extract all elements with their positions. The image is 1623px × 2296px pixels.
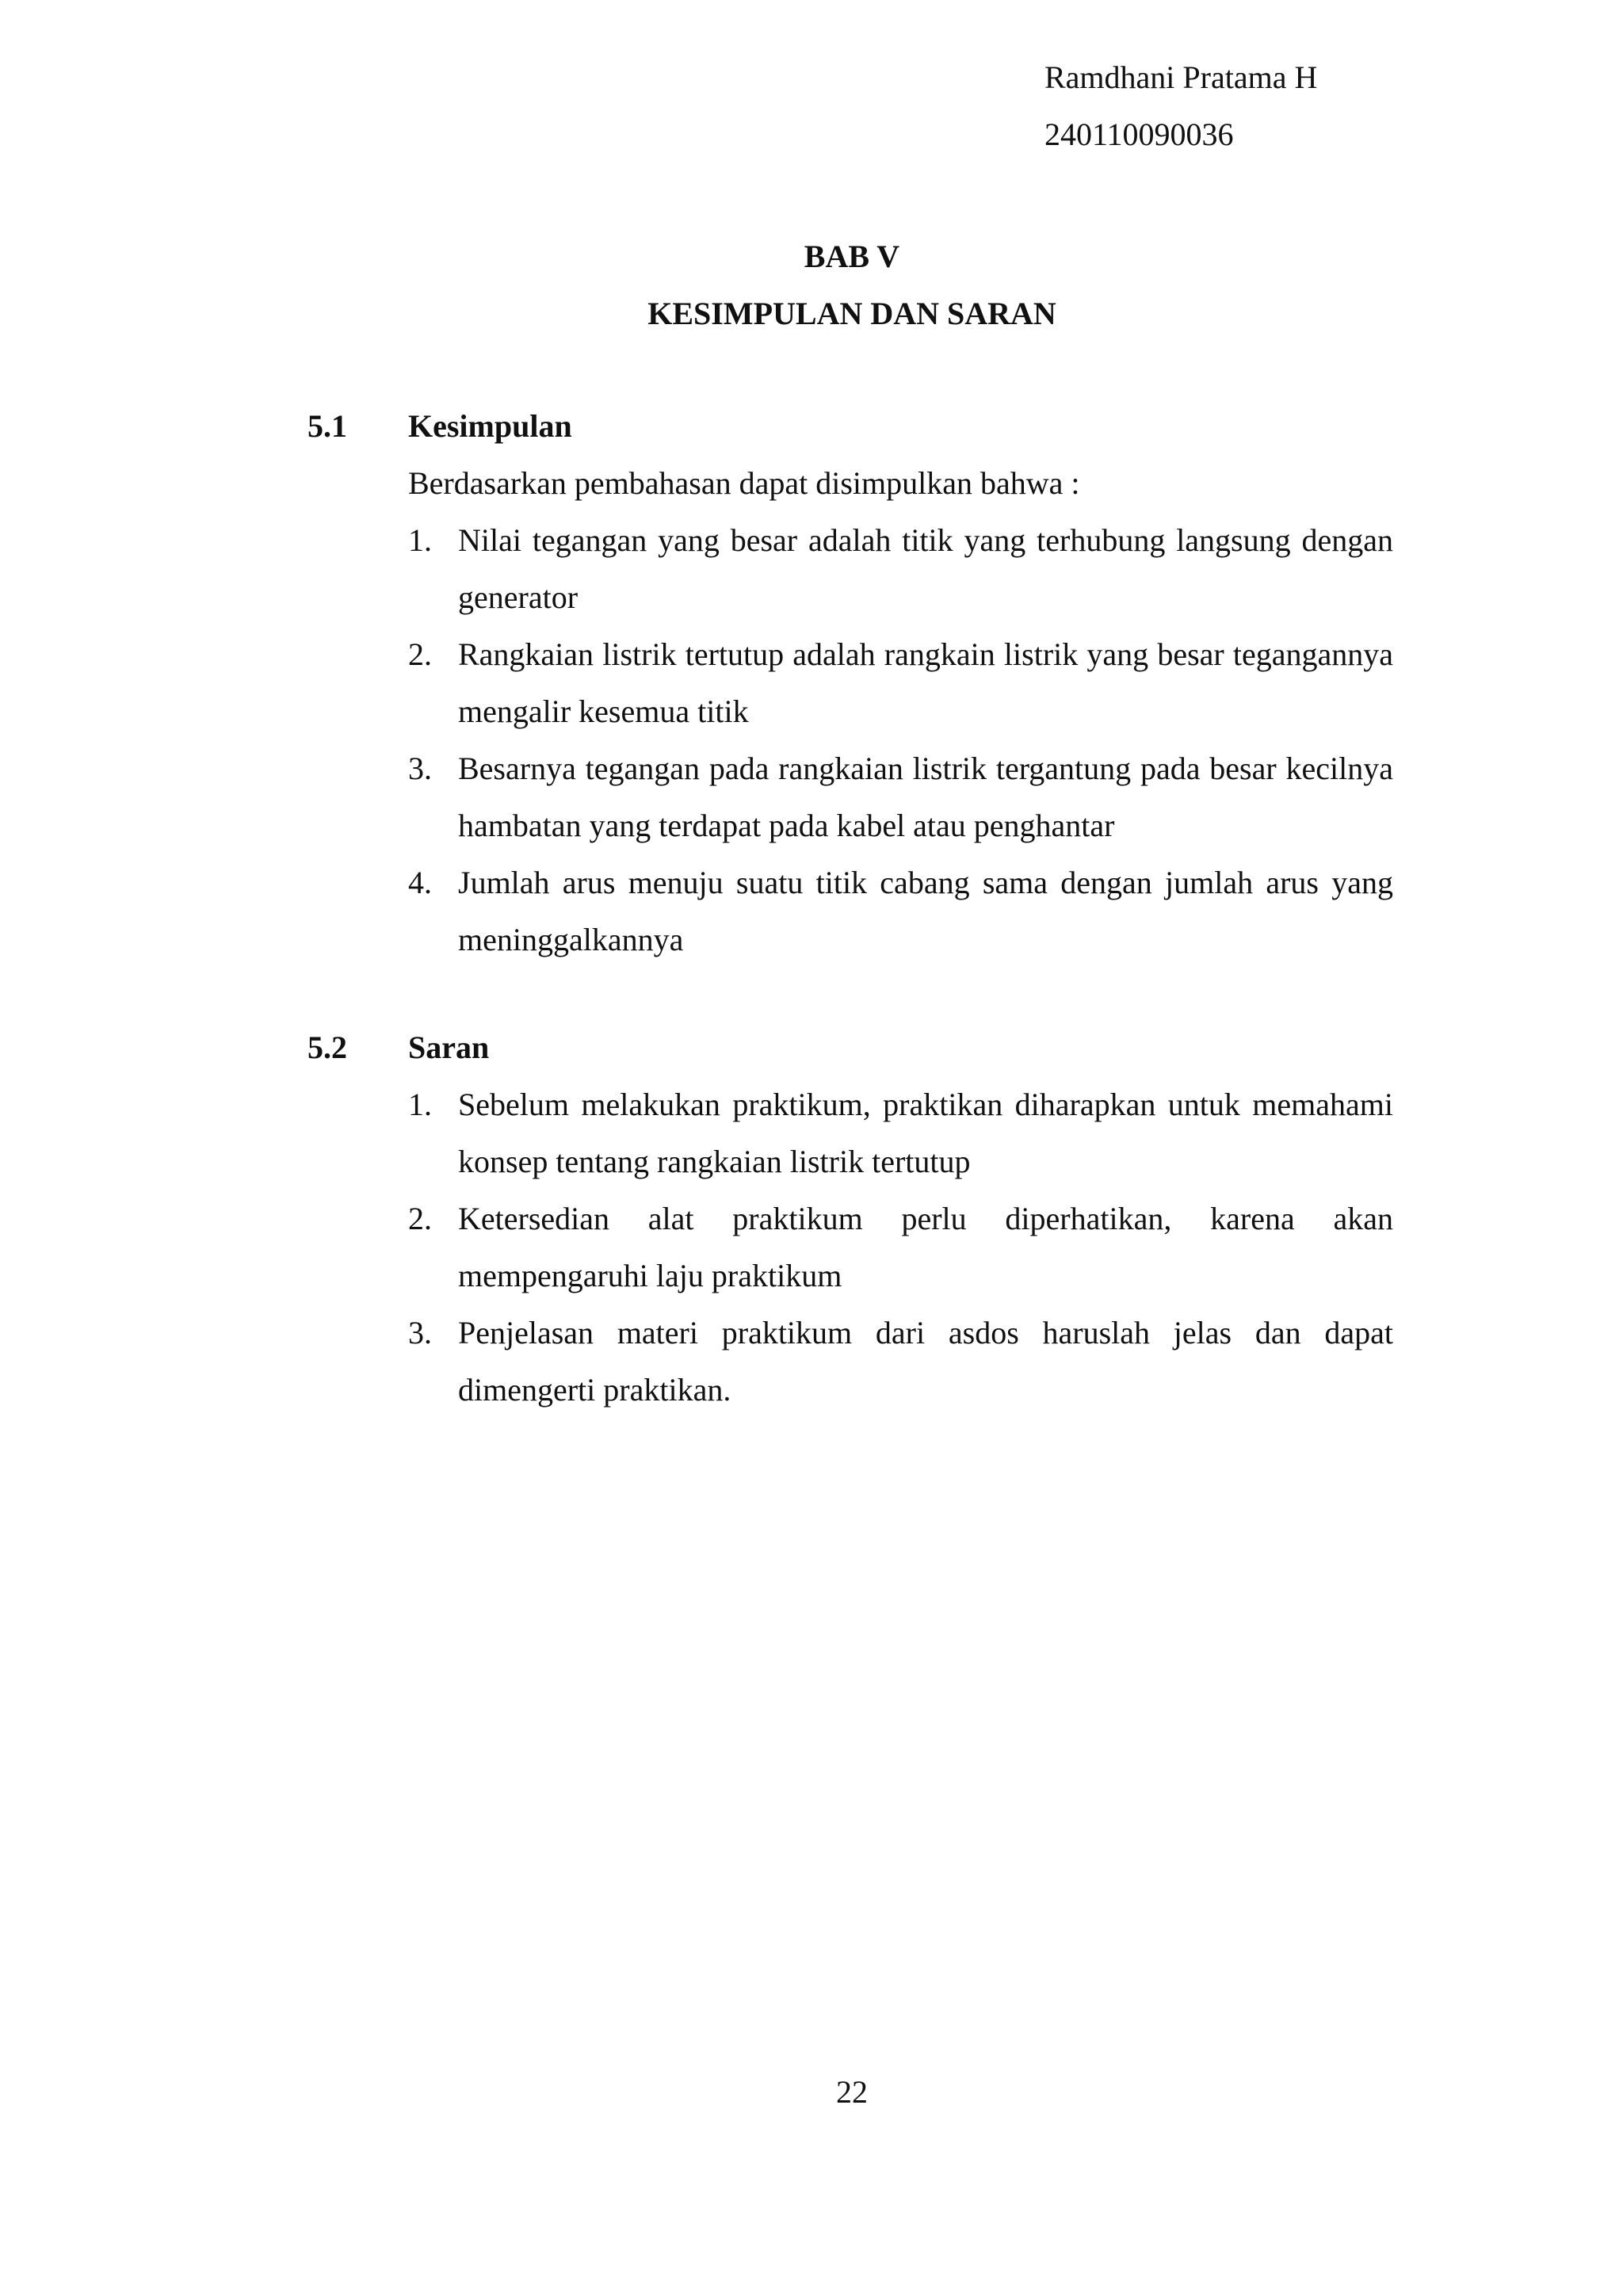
section-title: Saran (408, 1030, 490, 1065)
list-item-number: 2. (408, 1201, 432, 1236)
section-heading (307, 1019, 1393, 1076)
section-number: 5.1 (307, 408, 347, 444)
list-item-text: Ketersedian alat praktikum perlu diperhatikan, karena akan mempengaruhi laju praktikum (458, 1201, 1393, 1293)
author-block (1044, 49, 1317, 163)
section-number: 5.2 (307, 1030, 347, 1065)
conclusion-list (408, 512, 1393, 968)
list-item (408, 1190, 1393, 1305)
author-name: Ramdhani Pratama H (1044, 59, 1318, 95)
list-item (408, 1076, 1393, 1190)
section-intro: Berdasarkan pembahasan dapat disimpulkan bahwa : (408, 465, 1080, 501)
list-item-number: 1. (408, 522, 432, 558)
chapter-label: BAB V (804, 239, 900, 274)
list-item-number: 4. (408, 865, 432, 900)
suggestion-list (408, 1076, 1393, 1419)
list-item (408, 740, 1393, 854)
list-item (408, 854, 1393, 968)
list-item-text: Rangkaian listrik tertutup adalah rangkain listrik yang besar tegangannya mengalir kesemua titik (458, 636, 1393, 729)
list-item (408, 512, 1393, 626)
section-conclusion (307, 398, 1393, 968)
chapter-heading (0, 228, 1623, 342)
list-item (408, 626, 1393, 740)
section-title: Kesimpulan (408, 408, 572, 444)
page-number: 22 (836, 2074, 868, 2110)
section-heading (307, 398, 1393, 455)
student-id: 240110090036 (1044, 117, 1234, 152)
list-item-text: Sebelum melakukan praktikum, praktikan diharapkan untuk memahami konsep tentang rangkaian listrik tertutup (458, 1087, 1393, 1179)
section-suggestion (307, 1019, 1393, 1419)
list-item (408, 1305, 1393, 1419)
list-item-text: Jumlah arus menuju suatu titik cabang sama dengan jumlah arus yang meninggalkannya (458, 865, 1393, 957)
list-item-number: 3. (408, 1315, 432, 1350)
list-item-number: 2. (408, 636, 432, 672)
list-item-number: 1. (408, 1087, 432, 1122)
list-item-text: Nilai tegangan yang besar adalah titik yang terhubung langsung dengan generator (458, 522, 1393, 615)
list-item-text: Penjelasan materi praktikum dari asdos haruslah jelas dan dapat dimengerti praktikan. (458, 1315, 1393, 1408)
list-item-text: Besarnya tegangan pada rangkaian listrik tergantung pada besar kecilnya hambatan yang terdapat pada kabel atau penghantar (458, 751, 1393, 843)
list-item-number: 3. (408, 751, 432, 786)
chapter-title: KESIMPULAN DAN SARAN (647, 296, 1056, 331)
